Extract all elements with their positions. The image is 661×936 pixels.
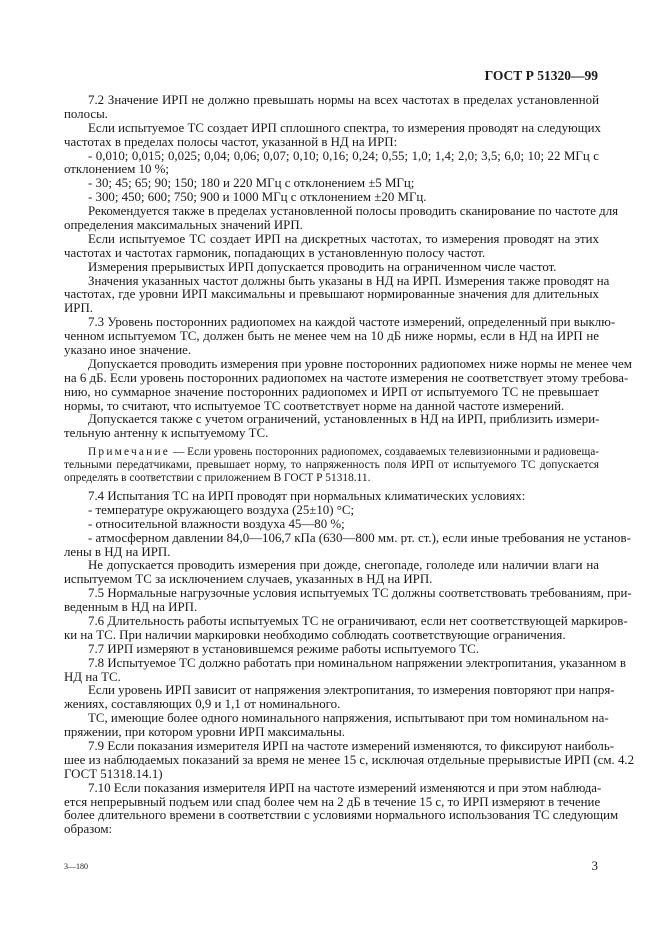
text-line: 7.10 Если показания измерителя ИРП на частоте измерений изменяются и при этом наблюда- [88, 780, 602, 795]
text-line: ки на ТС. При наличии маркировки необходимо соблюдать соответствующие ограничения. [64, 627, 566, 642]
document-body [64, 93, 635, 837]
text-line [64, 446, 599, 459]
note-label: Примечание [88, 446, 171, 459]
text-line: 7.9 Если показания измерителя ИРП на частоте измерений изменяются, то фиксируют наиболь- [88, 738, 615, 753]
text-line: 7.3 Уровень посторонних радиопомех на каждой частоте измерений, определенный при выклю- [88, 315, 616, 330]
text-line: отклонением 10 %; [64, 162, 170, 177]
paragraph [64, 273, 610, 317]
text-line: ченном испытуемом ТС, должен быть не менее чем на 10 дБ ниже нормы, если в НД на ИРП не [64, 329, 599, 344]
text-line: более длительного времени в соответствии с условиями нормального использования ТС следующим [64, 808, 619, 823]
text-line: лены в НД на ИРП. [64, 544, 171, 559]
text-line: 7.8 Испытуемое ТС должно работать при номинальном напряжении электропитания, указанном в [88, 655, 626, 670]
text-line: - атмосферном давлении 84,0—106,7 кПа (630—800 мм. рт. ст.), если иные требования не установ- [88, 530, 631, 545]
paragraph [64, 413, 599, 441]
paragraph [64, 613, 628, 643]
text-line: Не допускается проводить измерения при дожде, снегопаде, гололеде или наличии влаги на [88, 558, 599, 573]
text-line: Если уровень ИРП зависит от напряжения электропитания, то измерения повторяют при напря- [88, 683, 615, 698]
text-line: - относительной влажности воздуха 45—80 %; [88, 516, 345, 531]
paragraph [64, 518, 599, 532]
text-line: 7.7 ИРП измеряют в установившемся режиме работы испытуемого ТС. [88, 641, 479, 656]
text-line: определять в соответствии с приложением В ГОСТ Р 51318.11. [64, 472, 371, 485]
text-line: - температуре окружающего воздуха (25±10) °С; [88, 502, 355, 517]
text-line: Если испытуемое ТС создает ИРП сплошного спектра, то измерения проводят на следующих [88, 120, 601, 135]
text-line: Измерения прерывистых ИРП допускается проводить на ограниченном числе частот. [88, 259, 557, 274]
paragraph [64, 643, 599, 657]
text-line: 7.4 Испытания ТС на ИРП проводят при нормальных климатических условиях: [88, 488, 526, 503]
paragraph [64, 233, 599, 261]
text-line: - 30; 45; 65; 90; 150; 180 и 220 МГц с отклонением ±5 МГц; [88, 176, 415, 191]
paragraph [64, 655, 626, 685]
paragraph [64, 177, 599, 191]
paragraph [64, 559, 599, 587]
document-header: ГОСТ Р 51320—99 [484, 68, 598, 83]
page-number: 3 [591, 858, 598, 873]
text-line: шее из наблюдаемых показаний за время не менее 15 с, исключая отдельные прерывистые ИРП (см. 4.2 [64, 752, 635, 767]
text-line: пряжении, при котором уровни ИРП максимальны. [64, 725, 345, 740]
paragraph [64, 315, 616, 358]
paragraph [64, 356, 632, 414]
text-line: Допускается проводить измерения при уровне посторонних радиопомех ниже нормы не менее чем [88, 356, 632, 371]
paragraph [64, 711, 609, 740]
text-line: - 0,010; 0,015; 0,025; 0,04; 0,06; 0,07; 0,10; 0,16; 0,24; 0,55; 1,0; 1,4; 2,0; 3,5; 6,0; 10; 22 МГц с [88, 148, 599, 163]
text-line: Рекомендуется также в пределах установленной полосы проводить сканирование по частоте для [88, 204, 619, 219]
text-line: ИРП. [64, 301, 94, 316]
note-text: — Если уровень посторонних радиопомех, создаваемых телевизионными и радиовеща- [170, 446, 600, 459]
paragraph [64, 94, 599, 122]
paragraph [64, 683, 615, 712]
paragraph [64, 504, 599, 518]
paragraph [64, 780, 619, 838]
text-line: частотах, где уровни ИРП максимальны и превышают нормированные значения для длительных [64, 287, 599, 302]
text-line: нормы, то считают, что испытуемое ТС соответствует норме на данной частоте измерений. [64, 398, 565, 413]
text-line: Допускается также с учетом ограничений, установленных в НД на ИРП, приблизить измери- [88, 412, 600, 427]
text-line: жениях, составляющих 0,9 и 1,1 от номинального. [64, 697, 341, 712]
text-line: Если испытуемое ТС создает ИРП на дискретных частотах, то измерения проводят на этих [88, 231, 599, 246]
paragraph [64, 191, 599, 205]
text-line: нию, но суммарное значение посторонних радиопомех и ИРП от испытуемого ТС не превышает [64, 384, 599, 399]
paragraph [64, 261, 599, 275]
paragraph [64, 530, 631, 560]
text-line: веденным в НД на ИРП. [64, 600, 198, 615]
text-line: 7.6 Длительность работы испытуемых ТС не ограничивают, если нет соответствующей маркиров- [88, 613, 628, 628]
text-line: Значения указанных частот должны быть указаны в НД на ИРП. Измерения также проводят на [88, 273, 610, 288]
paragraph [64, 122, 599, 150]
paragraph [64, 490, 599, 504]
text-line: ТС, имеющие более одного номинального напряжения, испытывают при том номинальном на- [88, 711, 609, 726]
text-line: указано иное значение. [64, 343, 192, 358]
paragraph [64, 150, 599, 178]
print-code: 3—180 [64, 862, 88, 871]
paragraph [64, 738, 635, 782]
text-line: определения максимальных значений ИРП. [64, 218, 303, 233]
text-line: ГОСТ 51318.14.1) [64, 766, 163, 781]
text-line: ется непрерывный подъем или спад более чем на 2 дБ в течение 15 с, то ИРП измеряют в течение [64, 794, 601, 809]
text-line: полосы. [64, 106, 108, 121]
text-line: тельными передатчиками, превышает норму, то напряженность поля ИРП от испытуемого ТС допускается [64, 459, 599, 472]
text-line: - 300; 450; 600; 750; 900 и 1000 МГц с отклонением ±20 МГц. [88, 190, 427, 205]
text-line: испытуемом ТС за исключением случаев, указанных в НД на ИРП. [64, 572, 433, 587]
paragraph [64, 204, 619, 233]
text-line: на 6 дБ. Если уровень посторонних радиопомех на частоте измерения не соответствует этому требова- [64, 370, 629, 385]
text-line: НД на ТС. [64, 669, 121, 684]
text-line: 7.2 Значение ИРП не должно превышать нормы на всех частотах в пределах установленной [88, 93, 599, 107]
paragraph [64, 586, 632, 615]
text-line: частотах в пределах полосы частот, указанной в НД на ИРП: [64, 134, 398, 149]
text-line: образом: [64, 822, 113, 837]
note-paragraph [64, 446, 599, 485]
text-line: 7.5 Нормальные нагрузочные условия испытуемых ТС должны соответствовать требованиям, при- [88, 586, 632, 601]
text-line: частотах и частотах гармоник, попадающих в установленную полосу частот. [64, 245, 486, 260]
text-line: тельную антенну к испытуемому ТС. [64, 426, 269, 441]
